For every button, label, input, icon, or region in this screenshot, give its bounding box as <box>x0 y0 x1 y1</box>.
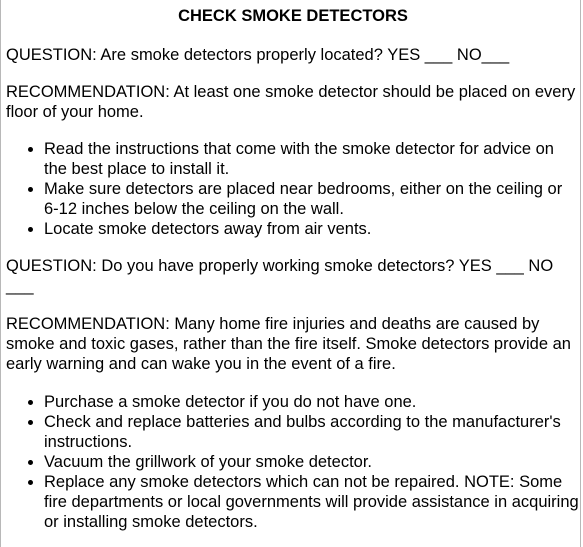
list-item: • Read the instructions that come with the smoke detector for advice on the best place to install it. <box>44 139 580 179</box>
list-item: • Check and replace batteries and bulbs according to the manufacturer's instructions. <box>44 412 580 452</box>
list-item: • Locate smoke detectors away from air vents. <box>44 219 580 239</box>
list-item: • Vacuum the grillwork of your smoke detector. <box>44 452 580 472</box>
recommendation-location: RECOMMENDATION: At least one smoke detector should be placed on every floor of your home. <box>6 83 576 121</box>
question-working: QUESTION: Do you have properly working smoke detectors? YES ___ NO ___ <box>6 257 554 295</box>
maintenance-tips-list <box>6 392 580 532</box>
page-title: CHECK SMOKE DETECTORS <box>178 7 408 25</box>
list-item: • Purchase a smoke detector if you do not have one. <box>44 392 580 412</box>
list-item: • Replace any smoke detectors which can not be repaired. NOTE: Some fire departments or local governments will provide assistance in acquiring or installing smoke detectors. <box>44 472 580 532</box>
location-tips-list <box>6 139 580 239</box>
list-item: • Make sure detectors are placed near bedrooms, either on the ceiling or 6-12 inches below the ceiling on the wall. <box>44 179 580 219</box>
recommendation-working: RECOMMENDATION: Many home fire injuries and deaths are caused by smoke and toxic gases, rather than the fire itself. Smoke detectors provide an early warning and can wake you in the event of a fire. <box>6 315 571 373</box>
question-location: QUESTION: Are smoke detectors properly located? YES ___ NO___ <box>6 46 510 64</box>
